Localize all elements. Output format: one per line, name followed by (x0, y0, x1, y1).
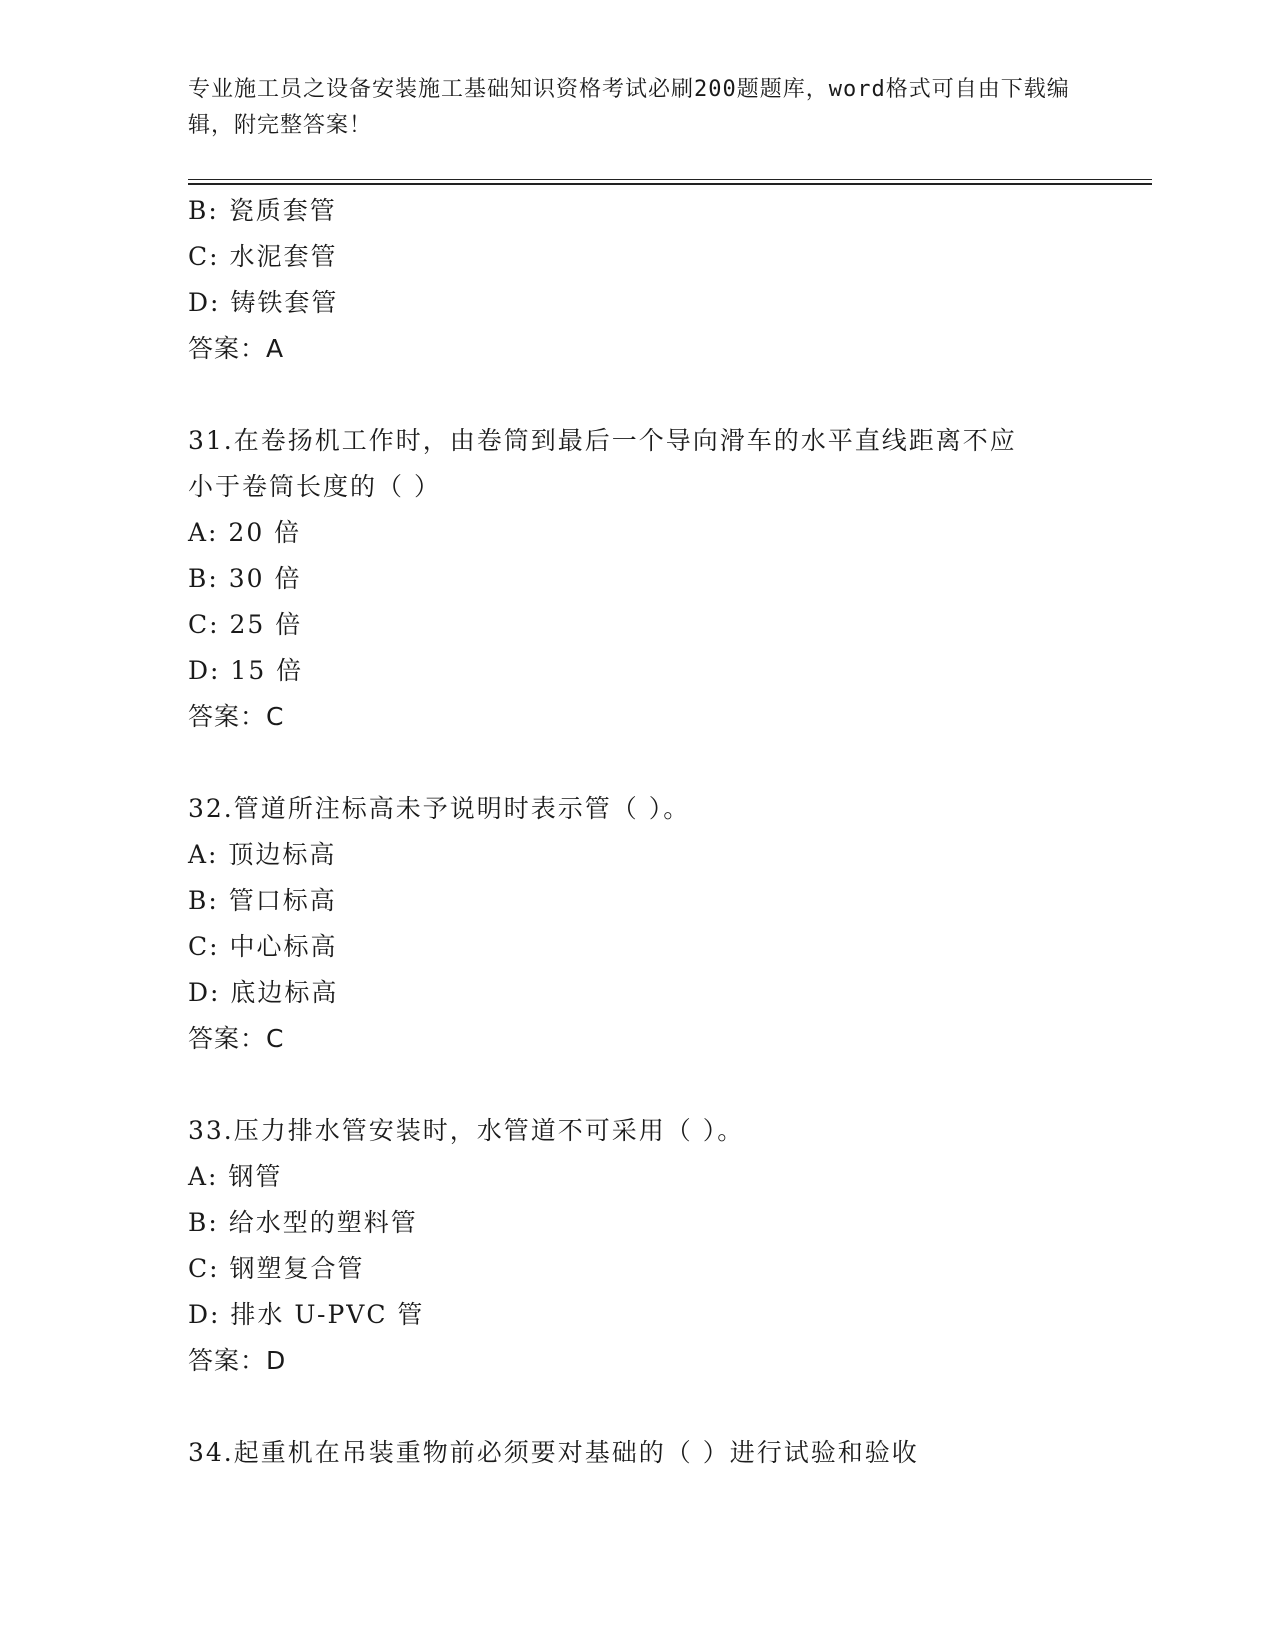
question-34 (188, 1430, 1088, 1476)
header-title: 专业施工员之设备安装施工基础知识资格考试必刷200题题库，word格式可自由下载编辑，附完整答案！ (188, 77, 1070, 138)
option-d: D: 15 倍 (188, 656, 304, 685)
option-c: C: 水泥套管 (188, 242, 338, 271)
answer: 答案：C (188, 1024, 285, 1053)
option-b: B: 给水型的塑料管 (188, 1208, 418, 1237)
option-a: A: 20 倍 (188, 518, 302, 547)
question-31 (188, 418, 1088, 740)
option-c: C: 中心标高 (188, 932, 338, 961)
answer: 答案：D (188, 1346, 287, 1375)
option-c: C: 25 倍 (188, 610, 303, 639)
question-text: 33.压力排水管安装时，水管道不可采用（ ）。 (188, 1116, 745, 1145)
question-text: 31.在卷扬机工作时，由卷筒到最后一个导向滑车的水平直线距离不应 (188, 426, 1017, 455)
option-b: B: 30 倍 (188, 564, 302, 593)
header-divider-thick (188, 183, 1152, 185)
option-a: A: 顶边标高 (188, 840, 337, 869)
option-d: D: 底边标高 (188, 978, 339, 1007)
option-c: C: 钢塑复合管 (188, 1254, 365, 1283)
question-text: 34.起重机在吊装重物前必须要对基础的（ ）进行试验和验收 (188, 1438, 919, 1467)
option-d: D: 排水 U-PVC 管 (188, 1300, 425, 1329)
option-a: A: 钢管 (188, 1162, 283, 1191)
option-b: B: 瓷质套管 (188, 196, 337, 225)
question-32 (188, 786, 1088, 1062)
question-list (188, 188, 1088, 1476)
header-divider-thin (188, 179, 1152, 180)
document-header (188, 72, 1088, 144)
answer: 答案：C (188, 702, 285, 731)
option-d: D: 铸铁套管 (188, 288, 339, 317)
option-b: B: 管口标高 (188, 886, 337, 915)
question-33 (188, 1108, 1088, 1384)
question-30-partial (188, 188, 1088, 372)
question-text: 32.管道所注标高未予说明时表示管（ ）。 (188, 794, 691, 823)
answer: 答案：A (188, 334, 285, 363)
question-text-continued: 小于卷筒长度的（ ） (188, 472, 441, 501)
